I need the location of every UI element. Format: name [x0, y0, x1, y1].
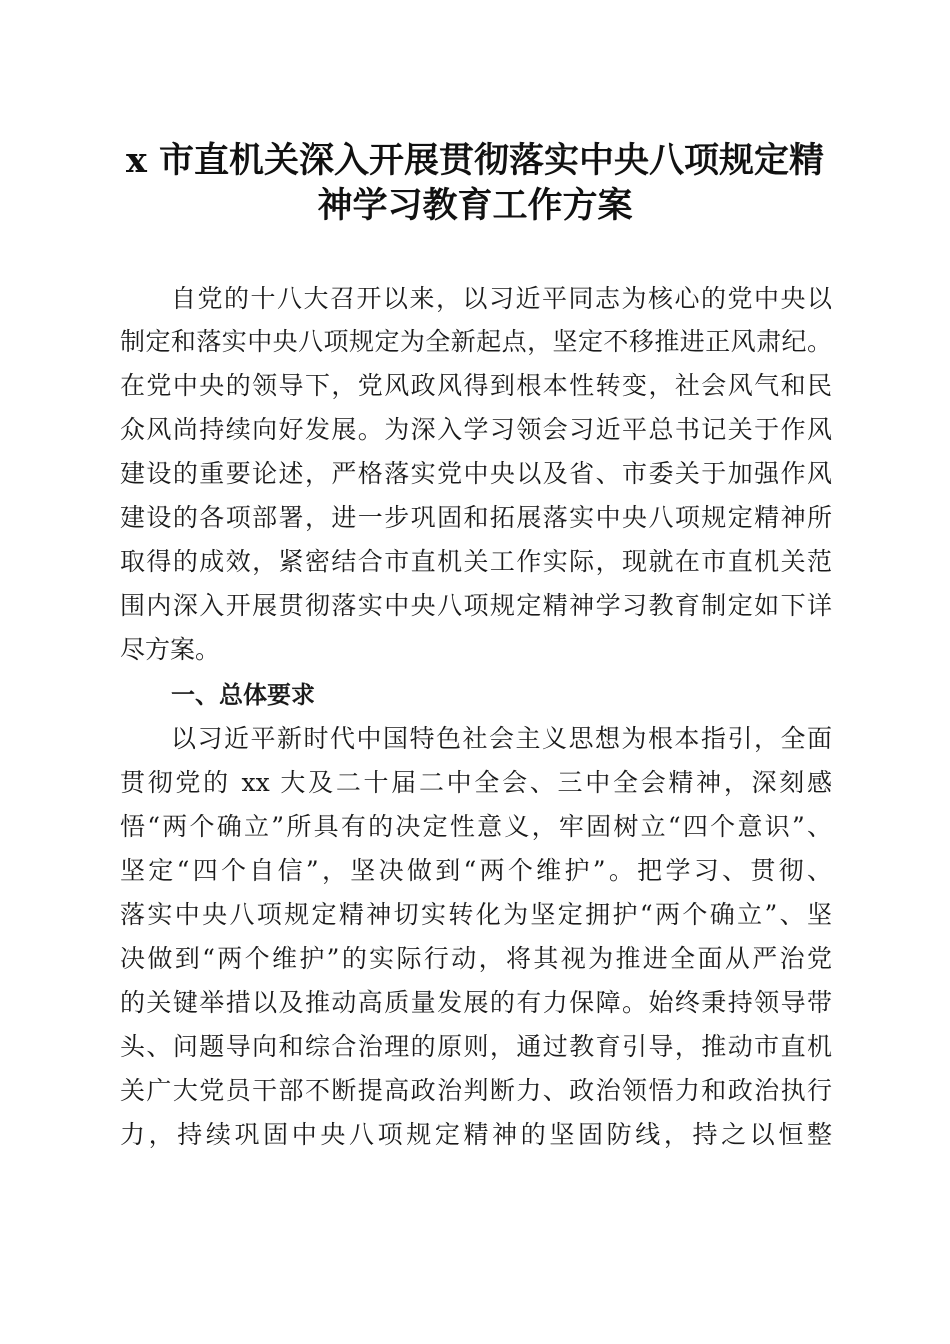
intro-line: 制定和落实中央八项规定为全新起点，坚定不移推进正风肃纪。 — [120, 327, 832, 356]
section-line: 坚定“四个自信”，坚决做到“两个维护”。把学习、贯彻、 — [120, 856, 832, 885]
section-line: 关广大党员干部不断提高政治判断力、政治领悟力和政治执行 — [120, 1076, 832, 1105]
section-line: 贯彻党的 xx 大及二十届二中全会、三中全会精神，深刻感 — [120, 768, 832, 797]
intro-line: 建设的重要论述，严格落实党中央以及省、市委关于加强作风 — [120, 459, 832, 488]
section-line: 决做到“两个维护”的实际行动，将其视为推进全面从严治党 — [120, 944, 832, 973]
section-heading: 一、总体要求 — [171, 681, 315, 709]
intro-line: 众风尚持续向好发展。为深入学习领会习近平总书记关于作风 — [120, 415, 832, 444]
intro-line: 自党的十八大召开以来，以习近平同志为核心的党中央以 — [171, 284, 832, 313]
section-line: 头、问题导向和综合治理的原则，通过教育引导，推动市直机 — [120, 1032, 832, 1061]
section-line: 以习近平新时代中国特色社会主义思想为根本指引，全面 — [171, 724, 832, 753]
section-line: 落实中央八项规定精神切实转化为坚定拥护“两个确立”、坚 — [120, 900, 832, 929]
section-line: 悟“两个确立”所具有的决定性意义，牢固树立“四个意识”、 — [120, 812, 832, 841]
intro-line: 在党中央的领导下，党风政风得到根本性转变，社会风气和民 — [120, 371, 832, 400]
document-title-line-2: 神学习教育工作方案 — [317, 185, 633, 226]
intro-line: 尽方案。 — [120, 635, 221, 664]
intro-line: 建设的各项部署，进一步巩固和拓展落实中央八项规定精神所 — [120, 503, 832, 532]
section-line: 力，持续巩固中央八项规定精神的坚固防线，持之以恒整 — [120, 1120, 832, 1149]
intro-line: 取得的成效，紧密结合市直机关工作实际，现就在市直机关范 — [120, 547, 832, 576]
document-title-line-1: x 市直机关深入开展贯彻落实中央八项规定精 — [125, 140, 825, 181]
intro-line: 围内深入开展贯彻落实中央八项规定精神学习教育制定如下详 — [120, 591, 832, 620]
section-line: 的关键举措以及推动高质量发展的有力保障。始终秉持领导带 — [120, 988, 832, 1017]
